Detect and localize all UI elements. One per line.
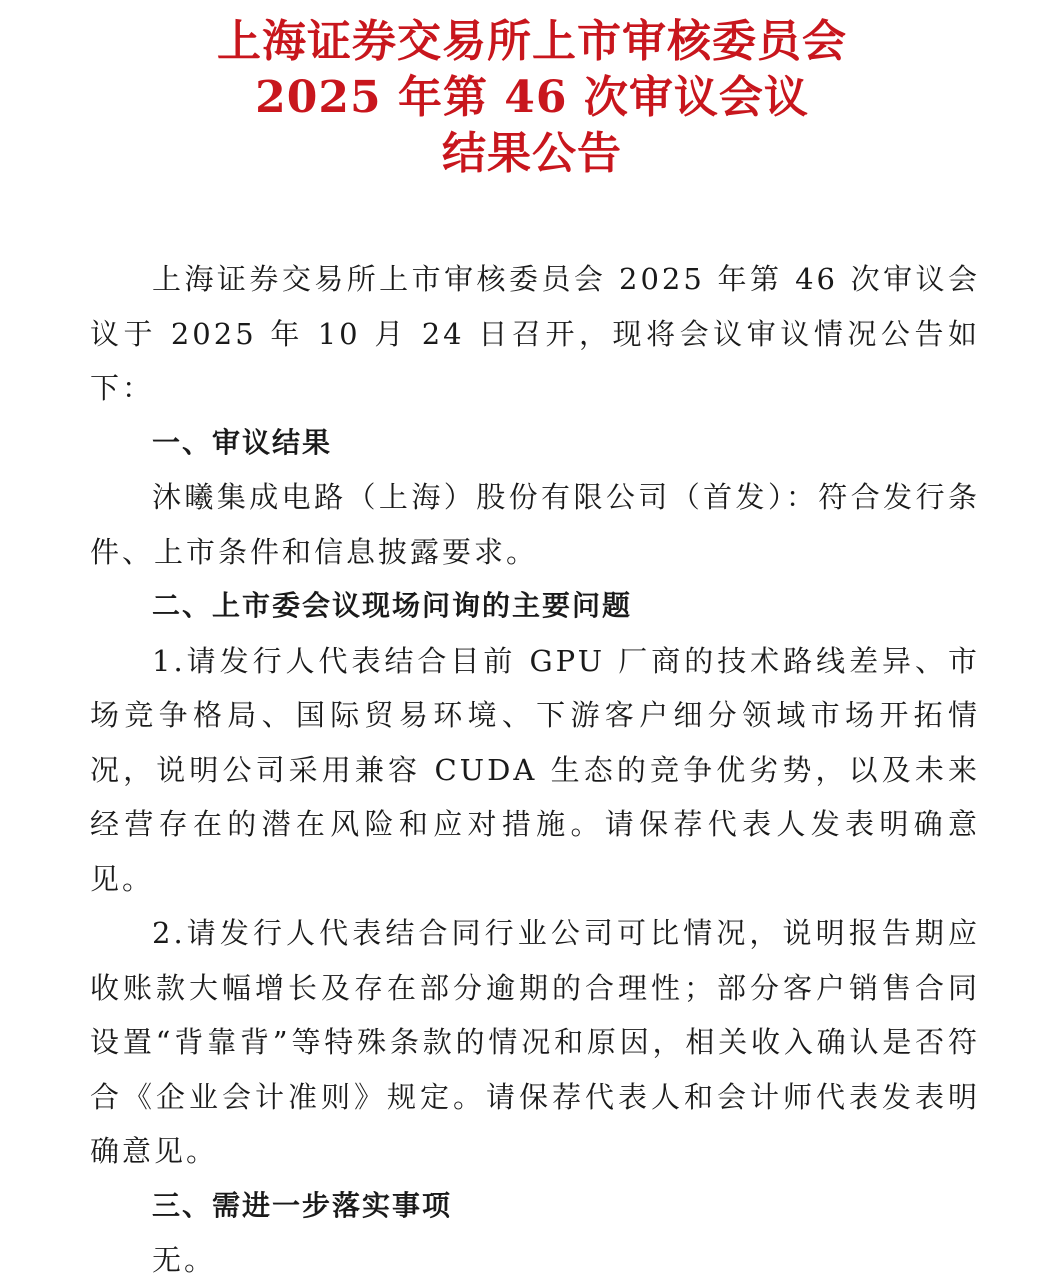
question-2-paragraph: 2.请发行人代表结合同行业公司可比情况，说明报告期应收账款大幅增长及存在部分逾期的合理性；部分客户销售合同设置“背靠背”等特殊条款的情况和原因，相关收入确认是否符合《企业会计准则》规定。请保荐代表人和会计师代表发表明确意见。 (90, 916, 980, 1168)
title-line-1: 上海证券交易所上市审核委员会 (217, 16, 847, 67)
title-line-3: 结果公告 (442, 128, 622, 179)
section-heading-follow-up: 三、需进一步落实事项 (152, 1188, 453, 1222)
title-line-2: 2025 年第 46 次审议会议 (255, 72, 809, 123)
intro-paragraph: 上海证券交易所上市审核委员会 2025 年第 46 次审议会议于 2025 年 10 月 24 日召开，现将会议审议情况公告如下： (90, 262, 980, 405)
question-1-paragraph: 1.请发行人代表结合目前 GPU 厂商的技术路线差异、市场竞争格局、国际贸易环境、下游客户细分领域市场开拓情况，说明公司采用兼容 CUDA 生态的竞争优劣势，以及未来经营存在的潜在风险和应对措施。请保荐代表人发表明确意见。 (90, 643, 980, 896)
review-result-paragraph: 沐曦集成电路（上海）股份有限公司（首发）：符合发行条件、上市条件和信息披露要求。 (90, 480, 980, 569)
section-heading-review-result: 一、审议结果 (152, 425, 333, 459)
announcement-body (90, 252, 980, 1288)
section-heading-main-questions: 二、上市委会议现场问询的主要问题 (152, 589, 633, 622)
announcement-title (0, 14, 1064, 182)
follow-up-paragraph: 无。 (152, 1243, 217, 1277)
